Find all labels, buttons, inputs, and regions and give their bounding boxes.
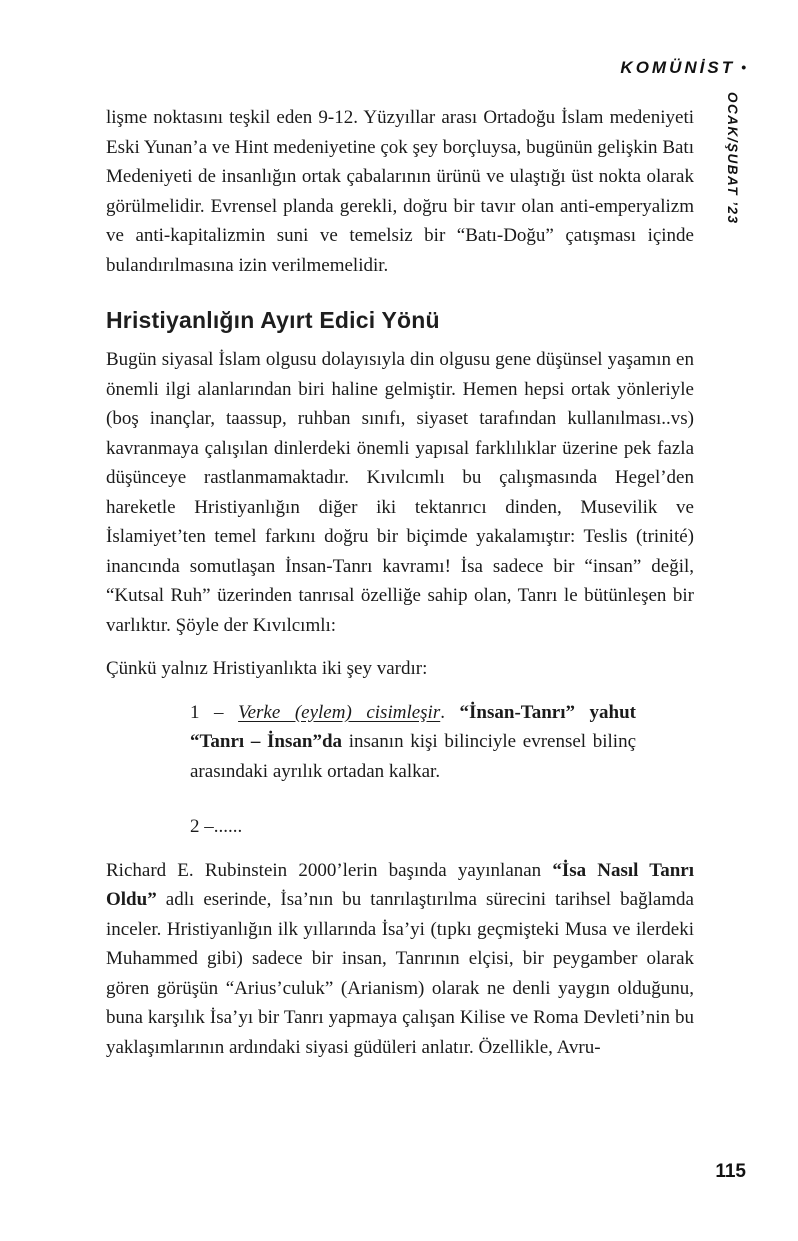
paragraph-text: adlı eserinde, İsa’nın bu tanrılaştırılma sürecini tarihsel bağlamda inceler. Hristiyanlığın ilk yıllarında İsa’yi (tıpkı geçmişteki Musa ve ilerdeki Muhammed gibi) sadece bir insan, Tanrının elçisi, bir peygamber olarak gören görüşün “Arius’culuk” (Arianism) olarak ne denli yaygın olduğunu, buna karşılık İsa’yı bir Tanrı yapmaya çalışan Kilise ve Roma Devleti’nin bu yaklaşımlarının ardındaki siyasi güdüleri anlatır. Özellikle, Avru- xyxy=(106,889,694,1058)
paragraph-text: Richard E. Rubinstein 2000’lerin başında yayınlanan xyxy=(106,859,553,881)
section-heading: Hristiyanlığın Ayırt Edici Yönü xyxy=(106,307,440,333)
quote-item-number: 1 – xyxy=(190,701,239,723)
quote-item-2: 2 –...... xyxy=(190,816,243,837)
quote-plain-text: insanın kişi bilinciyle evrensel bilinç arasındaki ayrılık ortadan kalkar. xyxy=(190,731,637,782)
running-header xyxy=(620,58,746,78)
text-column xyxy=(106,103,694,1062)
quote-bold-text: “İnsan-Tanrı” yahut “Tanrı – İnsan”da xyxy=(190,701,636,752)
paragraph-continuation: lişme noktasını teşkil eden 9-12. Yüzyıllar arası Ortadoğu İslam medeniyeti Eski Yunan’a ve Hint medeniyetine çok şey borçluysa, bugünün gelişkin Batı Medeniyeti de insanlığın ortak çabalarının ürünü ve ulaştığı üst nokta olarak görülmelidir. Evrensel planda gerekli, doğru bir tavır olan anti-emperyalizm ve anti-kapitalizmin suni ve temelsiz bir “Batı-Doğu” çatışması içinde bulandırılmasına izin verilmemelidir. xyxy=(106,107,694,276)
book-title: “İsa Nasıl Tanrı Oldu” xyxy=(106,859,694,910)
quote-plain-text: . xyxy=(440,701,460,723)
page-number: 115 xyxy=(715,1161,746,1182)
paragraph-body xyxy=(106,856,694,1063)
paragraph-body: Bugün siyasal İslam olgusu dolayısıyla din olgusu gene düşünsel yaşamın en önemli ilgi alanlarından biri haline gelmiştir. Hemen hepsi ortak yönleriyle (boş inançlar, taassup, ruhban sınıfı, siyaset tarafından kullanılması..vs) kavranmaya çalışılan dinlerdeki önemli yapısal farklılıklar üzerine pek fazla düşünceye rastlanmamaktadır. Kıvılcımlı bu çalışmasında Hegel’den hareketle Hristiyanlığın diğer iki tektanrıcı dinden, Musevilik ve İslamiyet’ten temel farkını doğru bir biçimde yakalamıştır: Teslis (trinité) inancında somutlaşan İnsan-Tanrı kavramı! İsa sadece bir “insan” değil, “Kutsal Ruh” üzerinden tanrısal özelliğe sahip olan, Tanrı le bütünleşen bir varlıktır. Şöyle der Kıvılcımlı: xyxy=(106,349,694,636)
issue-date-vertical: OCAK/ŞUBAT ’23 xyxy=(725,92,740,225)
quote-item-1 xyxy=(190,698,636,787)
emphasized-term: Verke (eylem) cisimleşir xyxy=(238,701,441,723)
paragraph-intro-quote: Çünkü yalnız Hristiyanlıkta iki şey vardır: xyxy=(106,658,428,679)
magazine-title: KOMÜNİST xyxy=(620,58,736,77)
bullet-icon: • xyxy=(741,59,746,75)
quote-block xyxy=(190,698,636,842)
